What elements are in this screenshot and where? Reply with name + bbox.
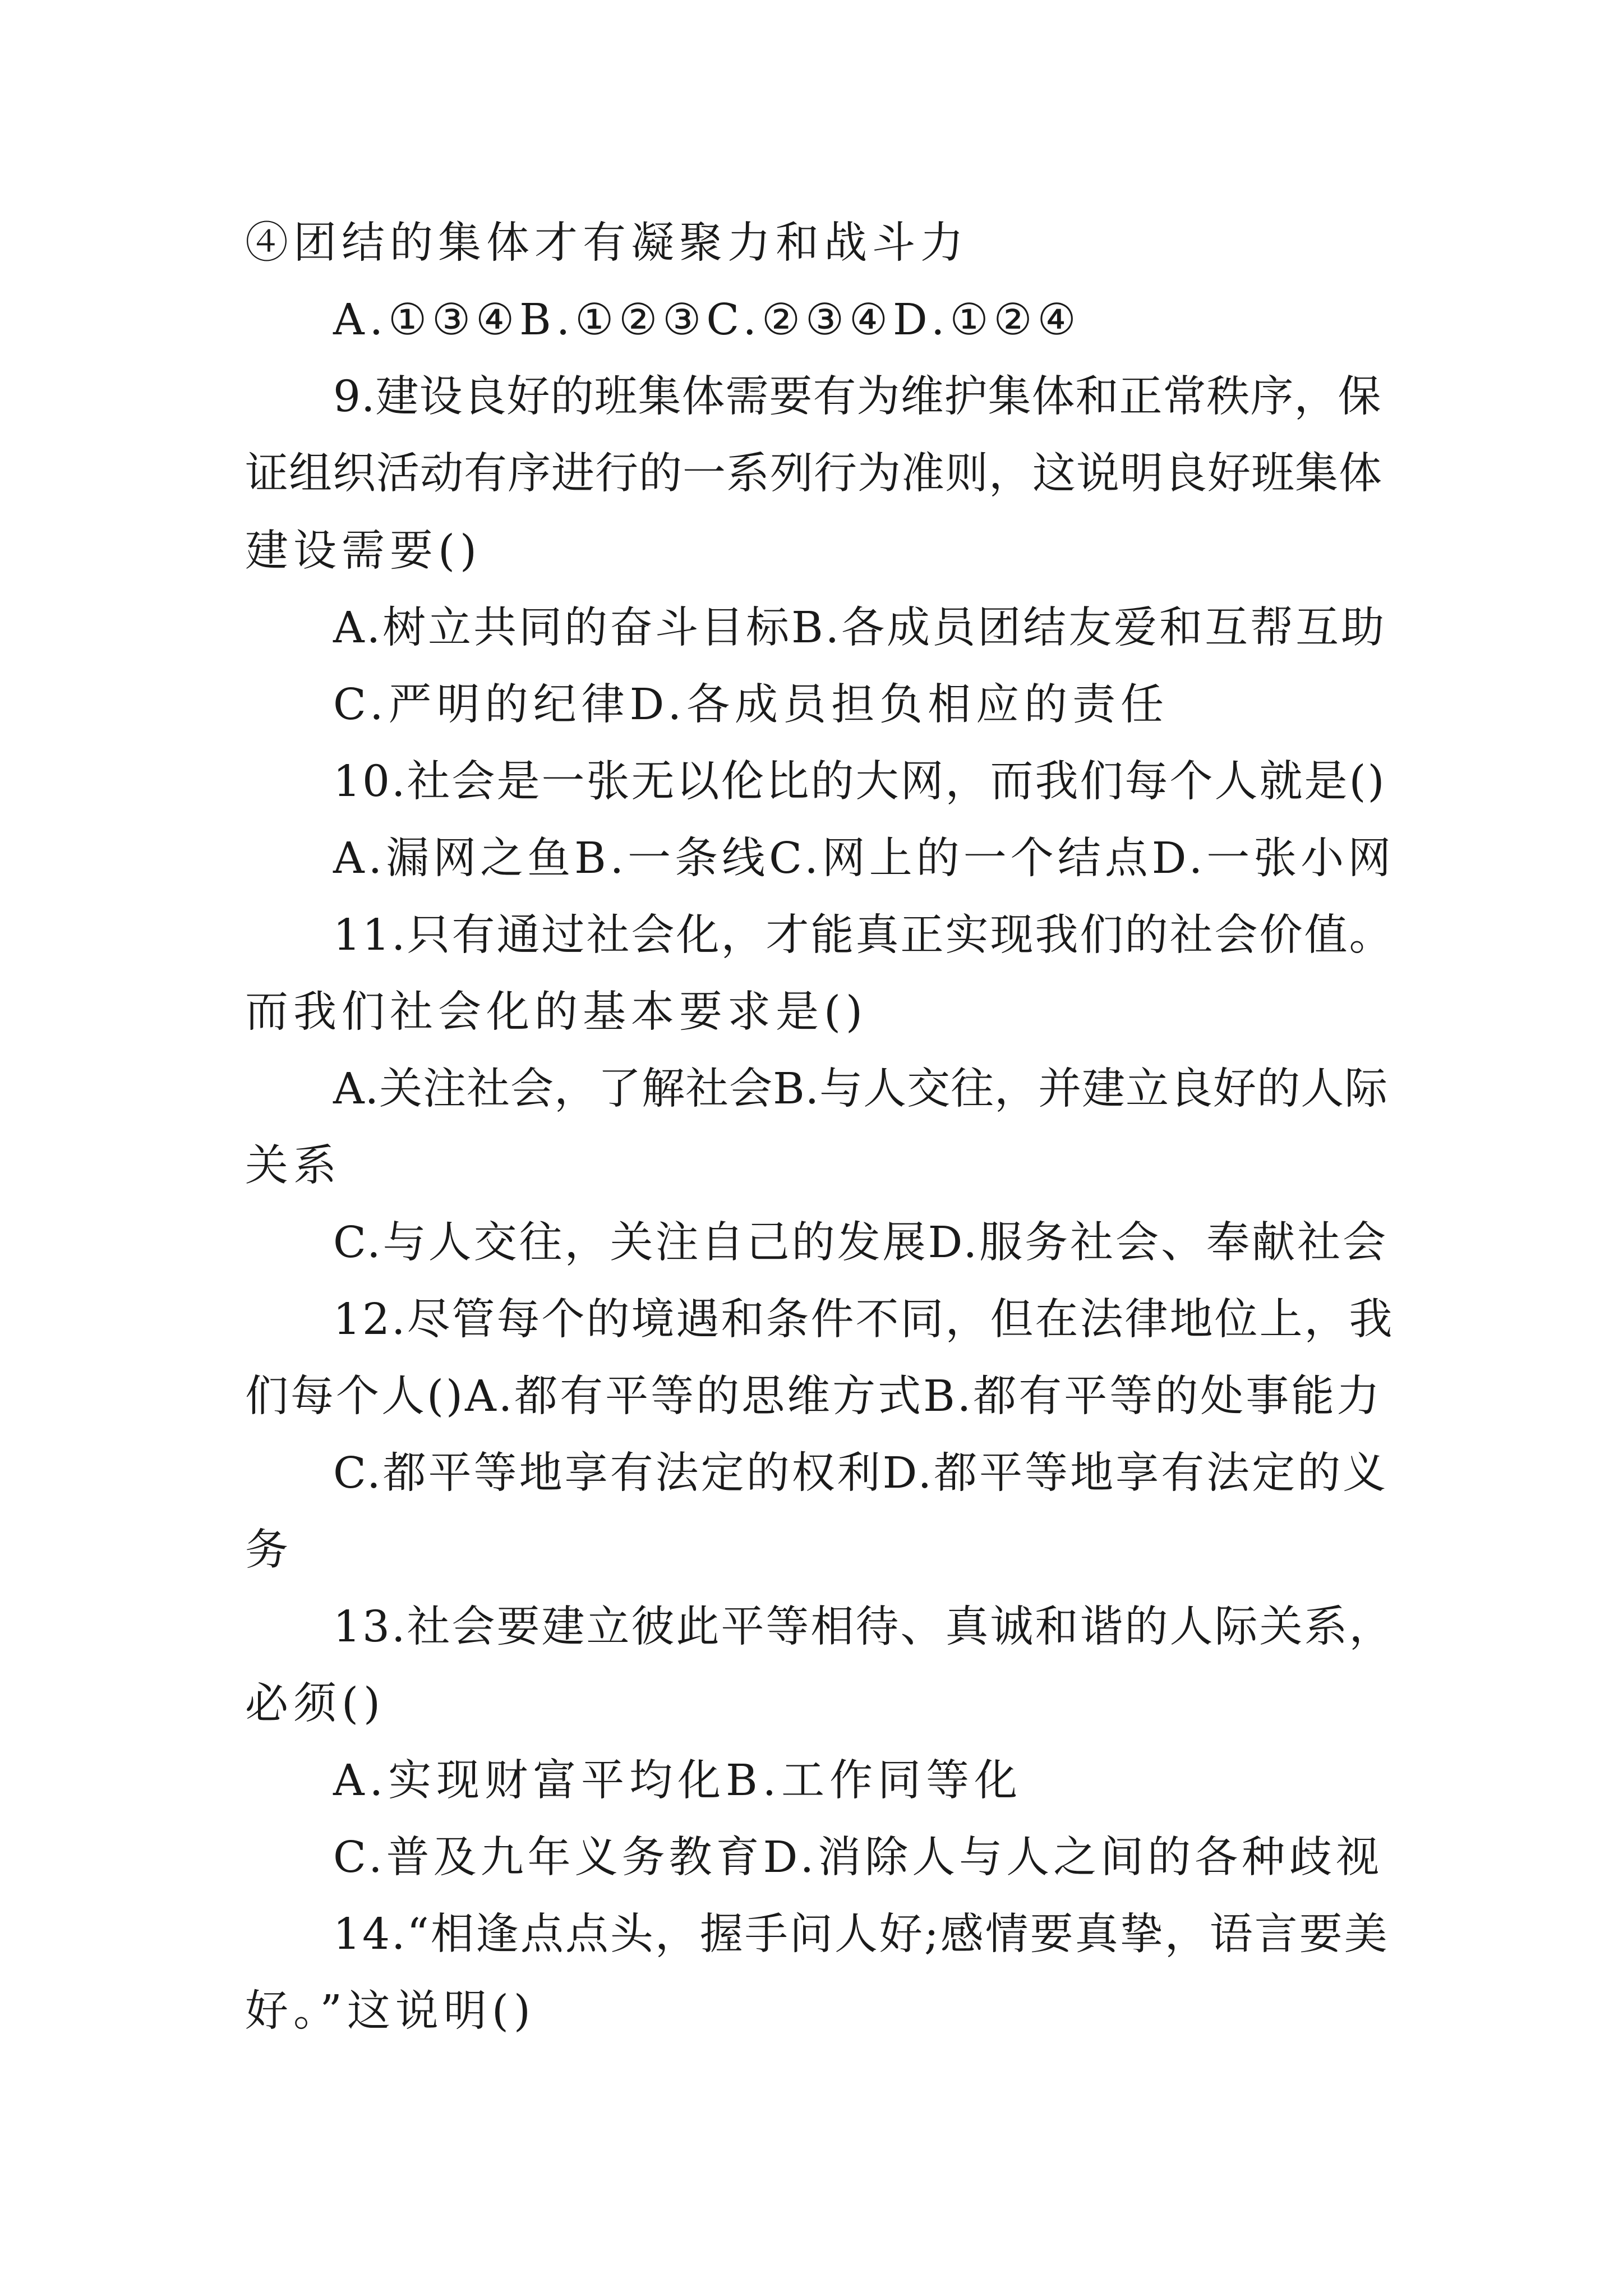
question-13-line-1: 13.社会要建立彼此平等相待、真诚和谐的人际关系， [333, 1602, 1394, 1652]
question-11-line-2: 而我们社会化的基本要求是() [245, 987, 868, 1037]
answer-options-q10: A.漏网之鱼B.一条线C.网上的一个结点D.一张小网 [333, 834, 1395, 884]
text-line-1: ④团结的集体才有凝聚力和战斗力 [245, 218, 969, 268]
question-14-line-2: 好。”这说明() [245, 1986, 536, 2036]
question-14-line-1: 14.“相逢点点头，握手问人好;感情要真挚，语言要美 [333, 1910, 1389, 1959]
answer-options-q9-cd: C.严明的纪律D.各成员担负相应的责任 [333, 680, 1169, 730]
answer-options-q9-ab: A.树立共同的奋斗目标B.各成员团结友爱和互帮互助 [333, 603, 1387, 653]
answer-options-q13-cd: C.普及九年义务教育D.消除人与人之间的各种歧视 [333, 1833, 1384, 1883]
question-9-line-1: 9.建设良好的班集体需要有为维护集体和正常秩序，保 [333, 372, 1382, 422]
answer-options-q13-ab: A.实现财富平均化B.工作同等化 [333, 1756, 1023, 1806]
answer-options-q8: A.①③④B.①②③C.②③④D.①②④ [333, 295, 1081, 345]
question-11-line-1: 11.只有通过社会化，才能真正实现我们的社会价值。 [333, 910, 1394, 960]
question-9-line-2: 证组织活动有序进行的一系列行为准则，这说明良好班集体 [245, 449, 1382, 499]
question-12-line-2: 们每个人()A.都有平等的思维方式B.都有平等的处事能力 [245, 1372, 1382, 1421]
answer-options-q11-ab-cont: 关系 [245, 1141, 342, 1191]
question-12-line-1: 12.尽管每个的境遇和条件不同，但在法律地位上，我 [333, 1295, 1394, 1345]
answer-options-q12-cd-cont: 务 [245, 1525, 293, 1575]
question-10: 10.社会是一张无以伦比的大网，而我们每个人就是() [333, 757, 1386, 807]
answer-options-q11-ab: A.关注社会，了解社会B.与人交往，并建立良好的人际 [333, 1064, 1389, 1114]
question-9-line-3: 建设需要() [245, 526, 482, 576]
answer-options-q12-cd: C.都平等地享有法定的权利D.都平等地享有法定的义 [333, 1448, 1389, 1498]
answer-options-q11-cd: C.与人交往，关注自己的发展D.服务社会、奉献社会 [333, 1218, 1389, 1268]
question-13-line-2: 必须() [245, 1679, 386, 1729]
